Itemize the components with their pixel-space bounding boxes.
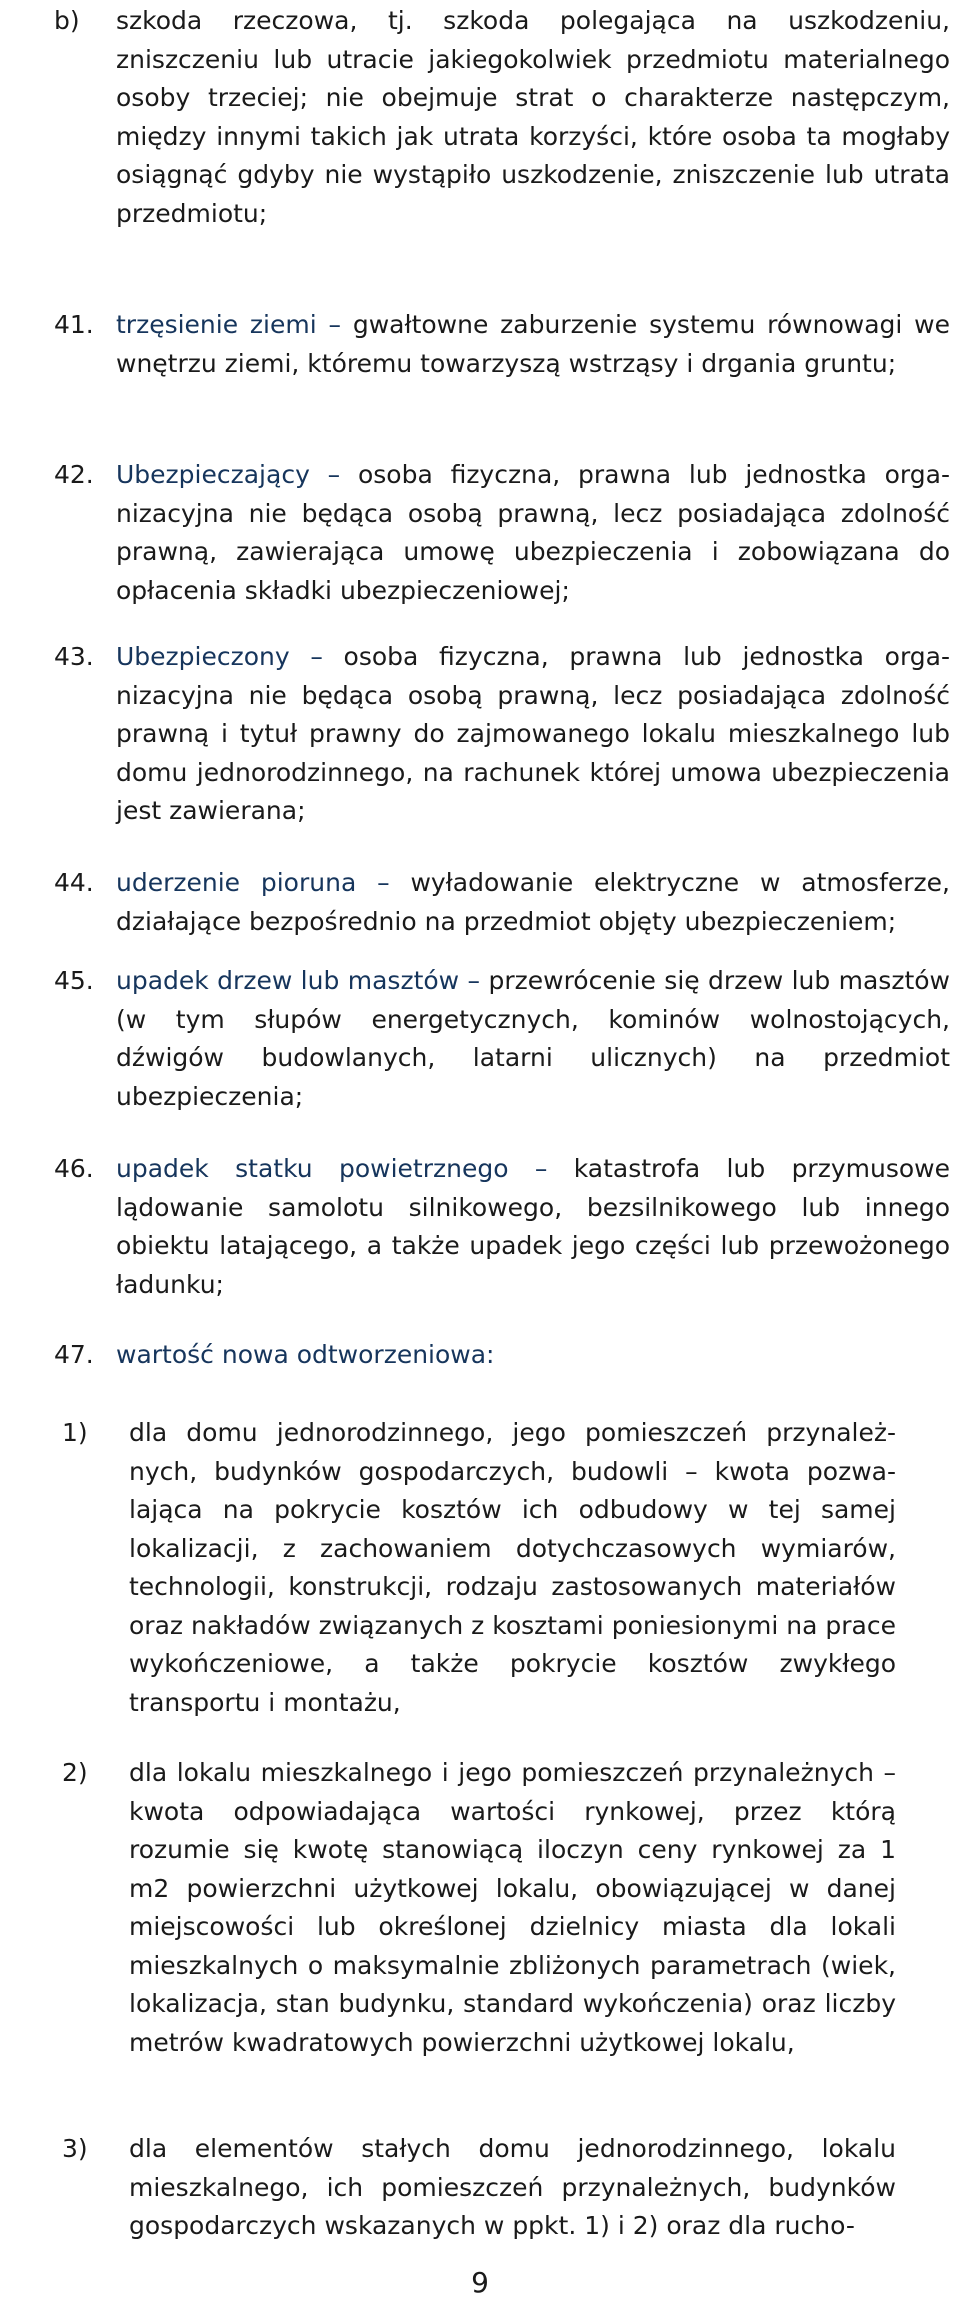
definition-text: wyładowanie elektryczne w atmosferze, działające bezpośrednio na przedmiot objęty ubezpieczeniem; [116, 868, 950, 936]
subitem-number: 2) [62, 1758, 88, 1787]
item-number: 46. [54, 1154, 94, 1183]
subitem-number: 3) [62, 2134, 88, 2163]
definition-b [54, 2, 950, 233]
term-dash: – [327, 460, 341, 489]
definition-42 [54, 456, 950, 610]
term-dash: – [328, 310, 342, 339]
definition-text: katastrofa lub przymusowe lądowanie samolotu silnikowego, bezsilnikowego lub innego obiektu latającego, a także upadek jego części lub przewożonego ładunku; [116, 1154, 950, 1299]
item-number: 42. [54, 460, 94, 489]
item-body [116, 1336, 950, 1375]
definition-44 [54, 864, 950, 941]
item-body [116, 1150, 950, 1304]
subitem-number: 1) [62, 1418, 88, 1447]
subitem-1 [62, 1414, 896, 1722]
page-number: 9 [471, 2266, 489, 2299]
definition-41 [54, 306, 950, 383]
term-dash: – [467, 966, 481, 995]
definition-text: osoba fizyczna, prawna lub jednostka organizacyjna nie będąca osobą prawną, lecz posiadająca zdolność prawną, zawierająca umowę ubezpieczenia i zobowiązana do opłacenia składki ubezpieczeniowej; [116, 460, 950, 605]
item-number: 44. [54, 868, 94, 897]
item-number: 41. [54, 310, 94, 339]
definition-text: przewrócenie się drzew lub masztów (w tym słupów energetycznych, kominów wolnostojących, dźwigów budowlanych, latarni ulicznych) na przedmiot ubezpieczenia; [116, 966, 951, 1111]
definition-term: Ubezpieczający [116, 460, 310, 489]
term-dash: – [310, 642, 323, 671]
item-number: 47. [54, 1340, 94, 1369]
definition-text: osoba fizyczna, prawna lub jednostka organizacyjna nie będąca osobą prawną, lecz posiadająca zdolność prawną i tytuł prawny do zajmowanego lokalu mieszkalnego lub domu jednorodzinnego, na rachunek której umowa ubezpieczenia jest zawierana; [116, 642, 951, 825]
definition-term: uderzenie pioruna [116, 868, 357, 897]
term-dash: – [377, 868, 390, 897]
term-dash: – [534, 1154, 548, 1183]
definition-45 [54, 962, 950, 1116]
item-number: 45. [54, 966, 94, 995]
subitem-text: dla elementów stałych domu jednorodzinnego, lokalu mieszkalnego, ich pomieszczeń przynależnych, budynków gospodarczych wskazanych w ppkt. 1) i 2) oraz dla rucho- [129, 2134, 896, 2240]
item-body [116, 962, 950, 1116]
item-body [116, 306, 950, 383]
item-number: 43. [54, 642, 94, 671]
definition-term: trzęsienie ziemi [116, 310, 317, 339]
definition-term: upadek statku powietrznego [116, 1154, 509, 1183]
item-body [116, 864, 950, 941]
subitem-2 [62, 1754, 896, 2062]
item-body [116, 638, 950, 831]
definition-term: wartość nowa odtworzeniowa: [116, 1340, 495, 1369]
definition-text: gwałtowne zaburzenie systemu równowagi we wnętrzu ziemi, któremu towarzyszą wstrząsy i drgania gruntu; [116, 310, 950, 378]
item-number: b) [54, 6, 80, 35]
item-body [116, 456, 950, 610]
subitem-text: dla domu jednorodzinnego, jego pomieszczeń przynależnych, budynków gospodarczych, budowli – kwota pozwalająca na pokrycie kosztów ich odbudowy w tej samej lokalizacji, z zachowaniem dotychczasowych wymiarów, technologii, konstrukcji, rodzaju zastosowanych materiałów oraz nakładów związanych z kosztami poniesionymi na prace wykończeniowe, a także pokrycie kosztów zwykłego transportu i montażu, [129, 1418, 896, 1717]
subitem-text: dla lokalu mieszkalnego i jego pomieszczeń przynależnych – kwota odpowiadająca wartości rynkowej, przez którą rozumie się kwotę stanowiącą iloczyn ceny rynkowej za 1 m2 powierzchni użytkowej lokalu, obowiązującej w danej miejscowości lub określonej dzielnicy miasta dla lokali mieszkalnych o maksymalnie zbliżonych parametrach (wiek, lokalizacja, stan budynku, standard wykończenia) oraz liczby metrów kwadratowych powierzchni użytkowej lokalu, [129, 1758, 896, 2057]
subitem-3 [62, 2130, 896, 2246]
definition-47 [54, 1336, 950, 1375]
definition-46 [54, 1150, 950, 1304]
definition-term: upadek drzew lub masztów [116, 966, 460, 995]
item-text: szkoda rzeczowa, tj. szkoda polegająca na uszkodzeniu, zniszczeniu lub utracie jakiegokolwiek przedmiotu materialnego osoby trzeciej; nie obejmuje strat o charakterze następczym, między innymi takich jak utrata korzyści, które osoba ta mogłaby osiągnąć gdyby nie wystąpiło uszkodzenie, zniszczenie lub utrata przedmiotu; [116, 6, 950, 228]
definition-43 [54, 638, 950, 831]
definition-term: Ubezpieczony [116, 642, 290, 671]
